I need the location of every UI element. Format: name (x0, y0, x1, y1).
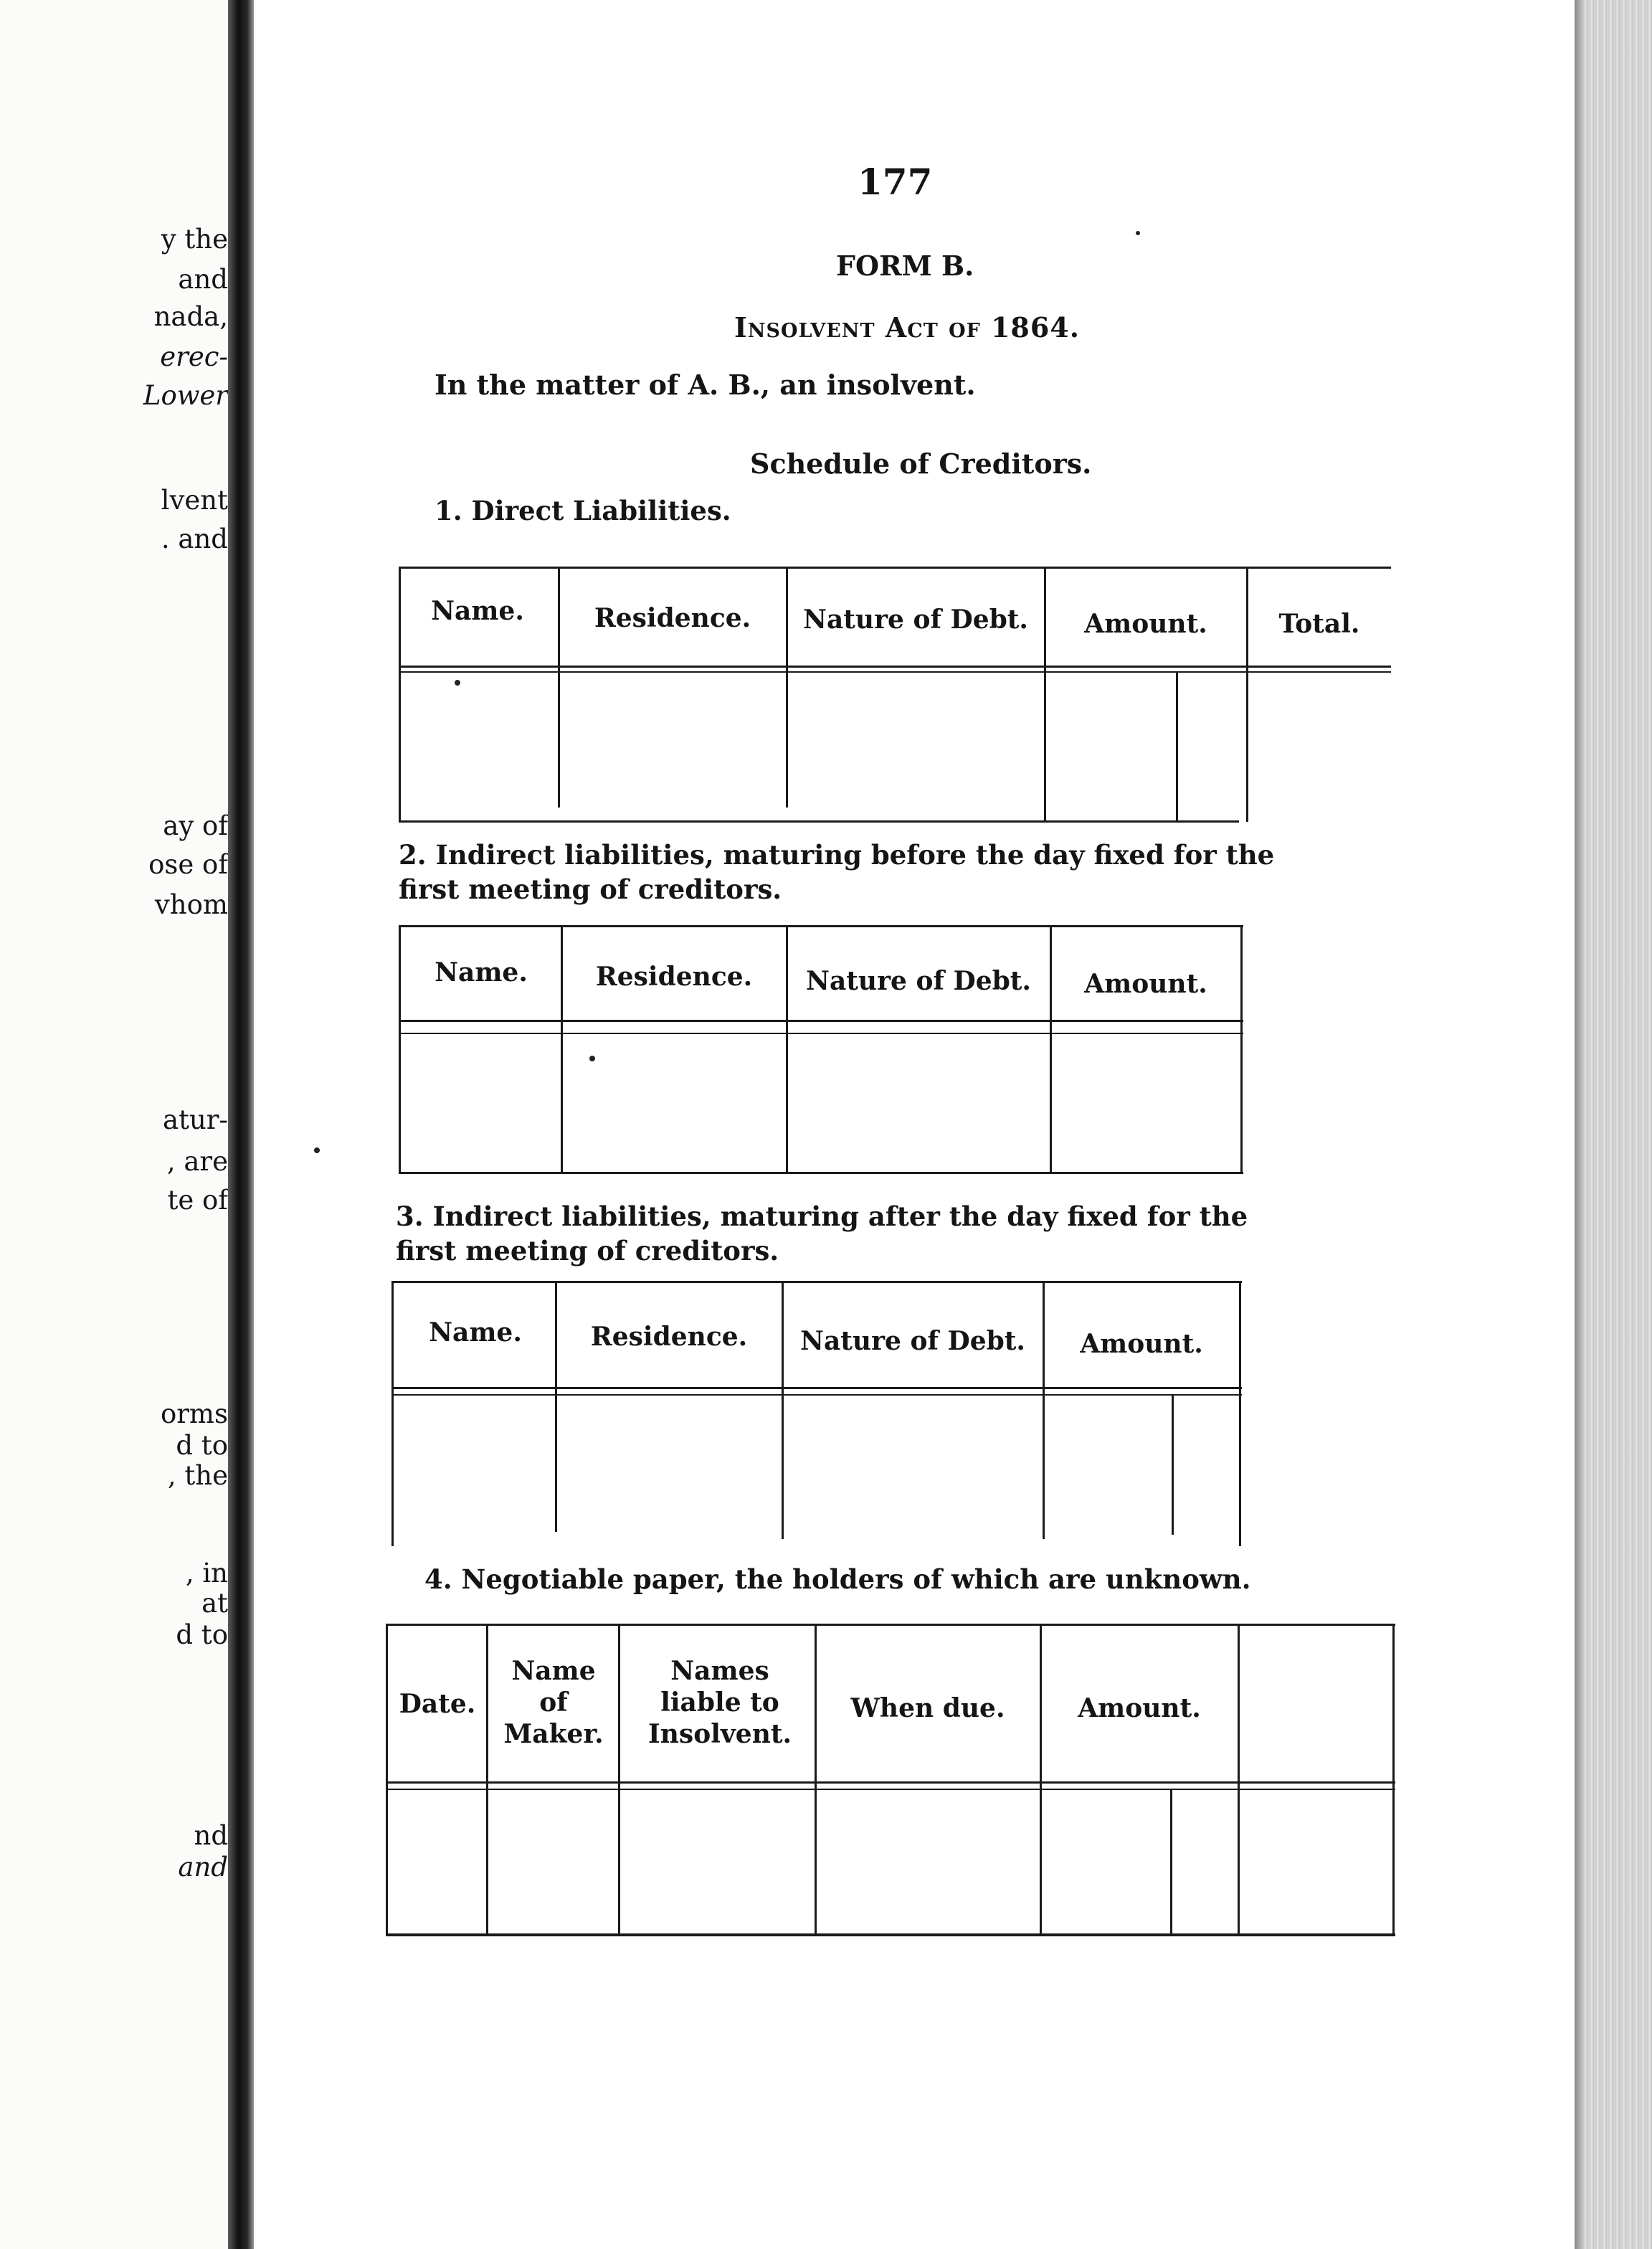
fragment-line: d to (176, 1430, 228, 1461)
column-header: Nature of Debt. (800, 1326, 1025, 1356)
form-title: FORM B. (836, 250, 974, 282)
book-gutter (228, 0, 254, 2249)
column-header: Date. (399, 1689, 476, 1719)
column-header: Total. (1278, 609, 1360, 639)
column-header: Residence. (595, 962, 753, 992)
fragment-line: . and (161, 524, 228, 554)
fragment-line: d to (176, 1619, 228, 1650)
section-heading (396, 1199, 1248, 1268)
section-heading-line: 1. Direct Liabilities. (435, 495, 731, 526)
fragment-line: , are (166, 1146, 228, 1177)
fragment-line: atur- (163, 1104, 228, 1135)
column-header: Name. (429, 1317, 522, 1348)
section-heading (424, 1562, 1251, 1596)
column-header: Amount. (1078, 1693, 1201, 1723)
schedule-title: Schedule of Creditors. (750, 448, 1092, 480)
section-heading-line: first meeting of creditors. (396, 1235, 779, 1266)
fragment-line: , the (167, 1460, 228, 1491)
ink-speck (1136, 231, 1140, 235)
section-heading-line: first meeting of creditors. (399, 873, 782, 905)
page-edge (1575, 0, 1652, 2249)
fragment-line: erec- (160, 341, 228, 372)
fragment-line: orms (160, 1398, 228, 1429)
fragment-line: te of (167, 1185, 228, 1216)
fragment-line: y the (161, 224, 228, 255)
section-heading-line: 3. Indirect liabilities, maturing after the day fixed for the (396, 1201, 1248, 1232)
fragment-line: Lower (143, 380, 228, 411)
fragment-line: lvent (161, 485, 228, 516)
column-header: Names liable to Insolvent. (647, 1656, 792, 1749)
column-header: When due. (850, 1693, 1005, 1723)
section-heading (435, 493, 731, 528)
column-header: Nature of Debt. (806, 966, 1031, 996)
column-header: Name. (431, 596, 524, 626)
facing-page-fragment (0, 0, 237, 2249)
column-header: Amount. (1080, 1329, 1203, 1359)
column-header: Name. (435, 957, 528, 988)
act-title: Insolvent Act of 1864. (734, 311, 1080, 344)
column-header: Name of Maker. (503, 1656, 604, 1749)
fragment-line: vhom (154, 889, 228, 920)
page-number: 177 (858, 161, 933, 203)
fragment-line: at (201, 1588, 228, 1619)
fragment-line: nada, (153, 301, 228, 332)
section-heading-line: 2. Indirect liabilities, maturing before the day fixed for the (399, 839, 1275, 871)
column-header: Nature of Debt. (803, 605, 1028, 635)
fragment-line: , in (185, 1558, 228, 1588)
matter-line: In the matter of A. B., an insolvent. (435, 369, 976, 401)
column-header: Amount. (1084, 969, 1207, 999)
section-heading-line: 4. Negotiable paper, the holders of which are unknown. (424, 1563, 1251, 1595)
fragment-line: ay of (163, 810, 228, 841)
ink-speck (314, 1147, 320, 1153)
column-header: Residence. (594, 603, 751, 633)
fragment-line: and (178, 264, 228, 295)
fragment-line: ose of (148, 849, 228, 880)
fragment-line: and (178, 1852, 228, 1883)
column-header: Amount. (1084, 609, 1207, 639)
column-header: Residence. (590, 1322, 748, 1352)
fragment-line: nd (194, 1820, 228, 1851)
section-heading (399, 838, 1274, 906)
